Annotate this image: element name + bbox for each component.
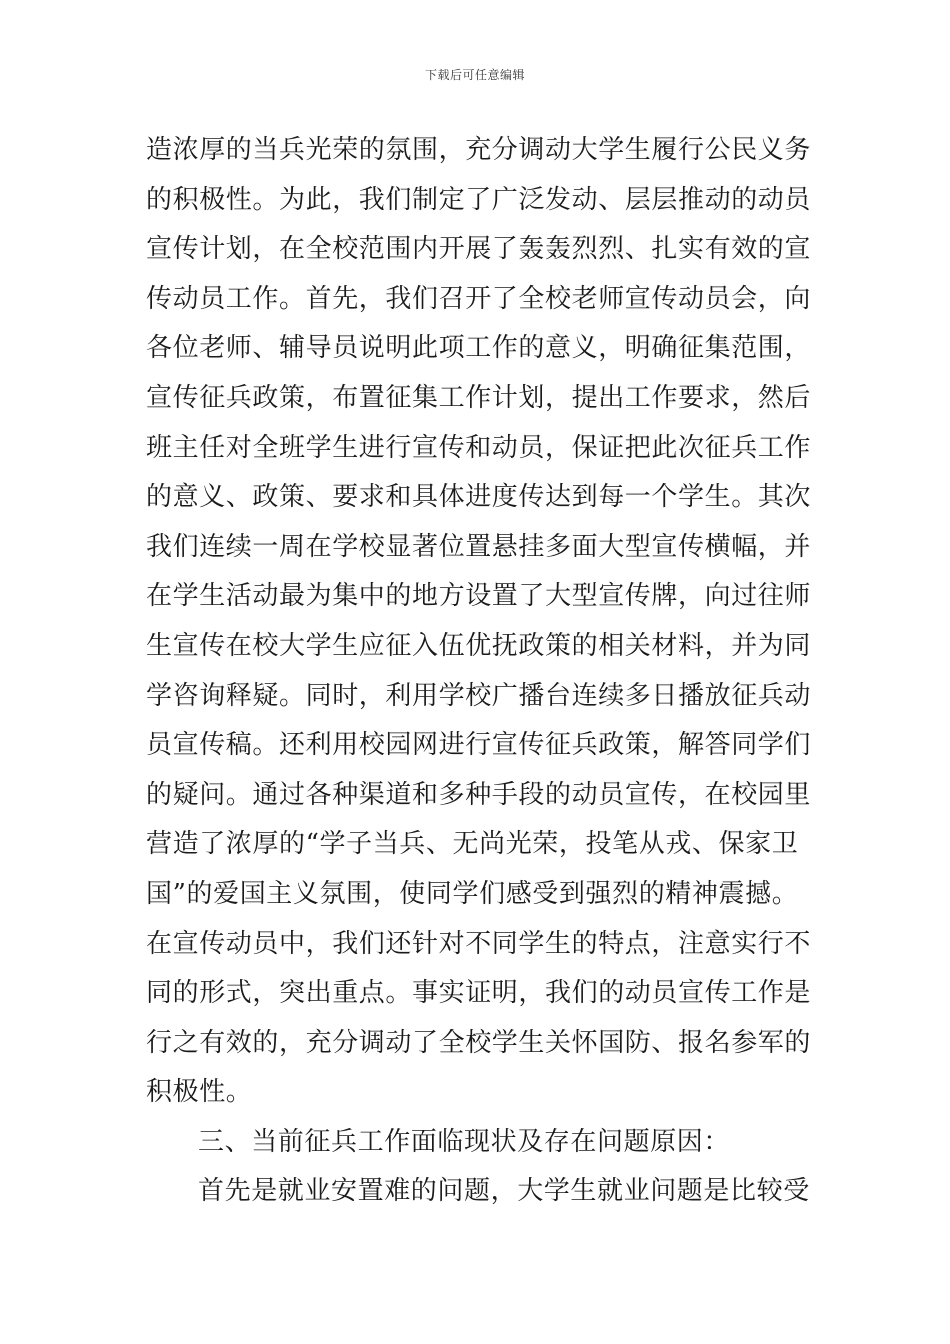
text-line: 宣传计划，在全校范围内开展了轰轰烈烈、扎实有效的宣	[146, 234, 812, 265]
text-line: 营造了浓厚的“学子当兵、无尚光荣，投笔从戎、保家卫	[146, 829, 799, 860]
text-line: 员宣传稿。还利用校园网进行宣传征兵政策，解答同学们	[146, 730, 812, 761]
text-line: 各位老师、辅导员说明此项工作的意义，明确征集范围，	[146, 333, 812, 364]
text-line: 造浓厚的当兵光荣的氛围，充分调动大学生履行公民义务	[146, 135, 812, 165]
text-line: 的疑问。通过各种渠道和多种手段的动员宣传，在校园里	[146, 779, 812, 810]
text-line: 的意义、政策、要求和具体进度传达到每一个学生。其次	[146, 482, 812, 513]
section-heading: 三、当前征兵工作面临现状及存在问题原因：	[198, 1126, 731, 1157]
text-line: 宣传征兵政策，布置征集工作计划，提出工作要求，然后	[146, 382, 812, 413]
paragraph-first-line: 首先是就业安置难的问题，大学生就业问题是比较受	[198, 1176, 810, 1207]
text-line: 在学生活动最为集中的地方设置了大型宣传牌，向过往师	[146, 581, 812, 612]
text-line: 生宣传在校大学生应征入伍优抚政策的相关材料，并为同	[146, 630, 812, 661]
text-line: 学咨询释疑。同时，利用学校广播台连续多日播放征兵动	[146, 680, 812, 711]
text-line: 同的形式，突出重点。事实证明，我们的动员宣传工作是	[146, 978, 812, 1009]
text-line: 国”的爱国主义氛围，使同学们感受到强烈的精神震撼。	[146, 878, 799, 909]
text-line: 我们连续一周在学校显著位置悬挂多面大型宣传横幅，并	[146, 531, 812, 562]
text-line: 传动员工作。首先，我们召开了全校老师宣传动员会，向	[146, 283, 812, 314]
text-line: 班主任对全班学生进行宣传和动员，保证把此次征兵工作	[146, 432, 812, 463]
text-line: 行之有效的，充分调动了全校学生关怀国防、报名参军的	[146, 1027, 812, 1058]
text-line: 在宣传动员中，我们还针对不同学生的特点，注意实行不	[146, 928, 812, 959]
text-line: 的积极性。为此，我们制定了广泛发动、层层推动的动员	[146, 184, 812, 215]
page-header: 下载后可任意编辑	[424, 68, 525, 82]
text-line: 积极性。	[146, 1077, 253, 1108]
document-body	[146, 126, 812, 1217]
